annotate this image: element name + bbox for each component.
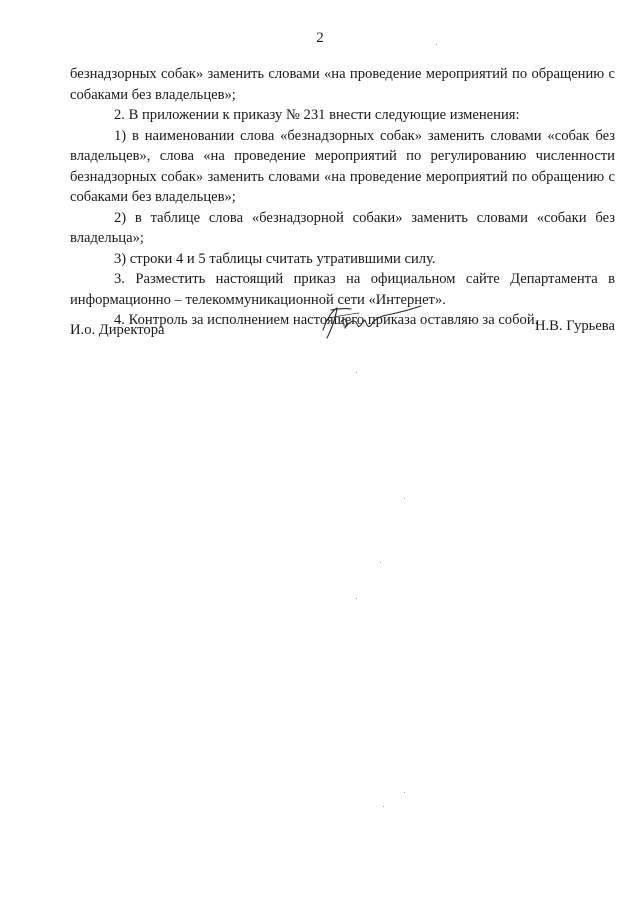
scan-speck — [404, 498, 405, 499]
paragraph-continuation: безнадзорных собак» заменить словами «на проведение мероприятий по обращению с собаками без владельцев»; — [70, 66, 615, 103]
signer-title: И.о. Директора — [70, 322, 165, 338]
paragraph-subitem-3: 3) строки 4 и 5 таблицы считать утратившими силу. — [114, 250, 436, 267]
paragraph-subitem-1: 1) в наименовании слова «безнадзорных собак» заменить словами «собак без владельцев», слова «на проведение мероприятий по регулированию численности безнадзорных собак» заменить словами «на проведение мероприятий по обращению с собаками без владельцев»; — [70, 127, 615, 205]
scan-speck — [383, 806, 384, 807]
paragraph-subitem-2: 2) в таблице слова «безнадзорной собаки» заменить словами «собаки без владельца»; — [70, 209, 615, 246]
scan-speck — [380, 562, 381, 563]
paragraph-item-2: 2. В приложении к приказу № 231 внести следующие изменения: — [114, 107, 520, 123]
scan-speck — [356, 372, 357, 373]
scan-speck — [436, 44, 437, 45]
signer-name: Н.В. Гурьева — [534, 318, 615, 334]
scan-speck — [356, 598, 357, 599]
handwritten-signature-icon — [315, 300, 425, 344]
document-body — [70, 64, 615, 331]
paragraph-item-4: 4. Контроль за исполнением настоящего приказа оставляю за собой. — [114, 312, 539, 328]
scan-speck — [404, 792, 405, 793]
paragraph-item-3: 3. Разместить настоящий приказ на официальном сайте Департамента в информационно – телекоммуникационной сети «Интернет». — [70, 271, 615, 308]
signature-block — [70, 310, 615, 350]
page-number: 2 — [316, 30, 324, 46]
